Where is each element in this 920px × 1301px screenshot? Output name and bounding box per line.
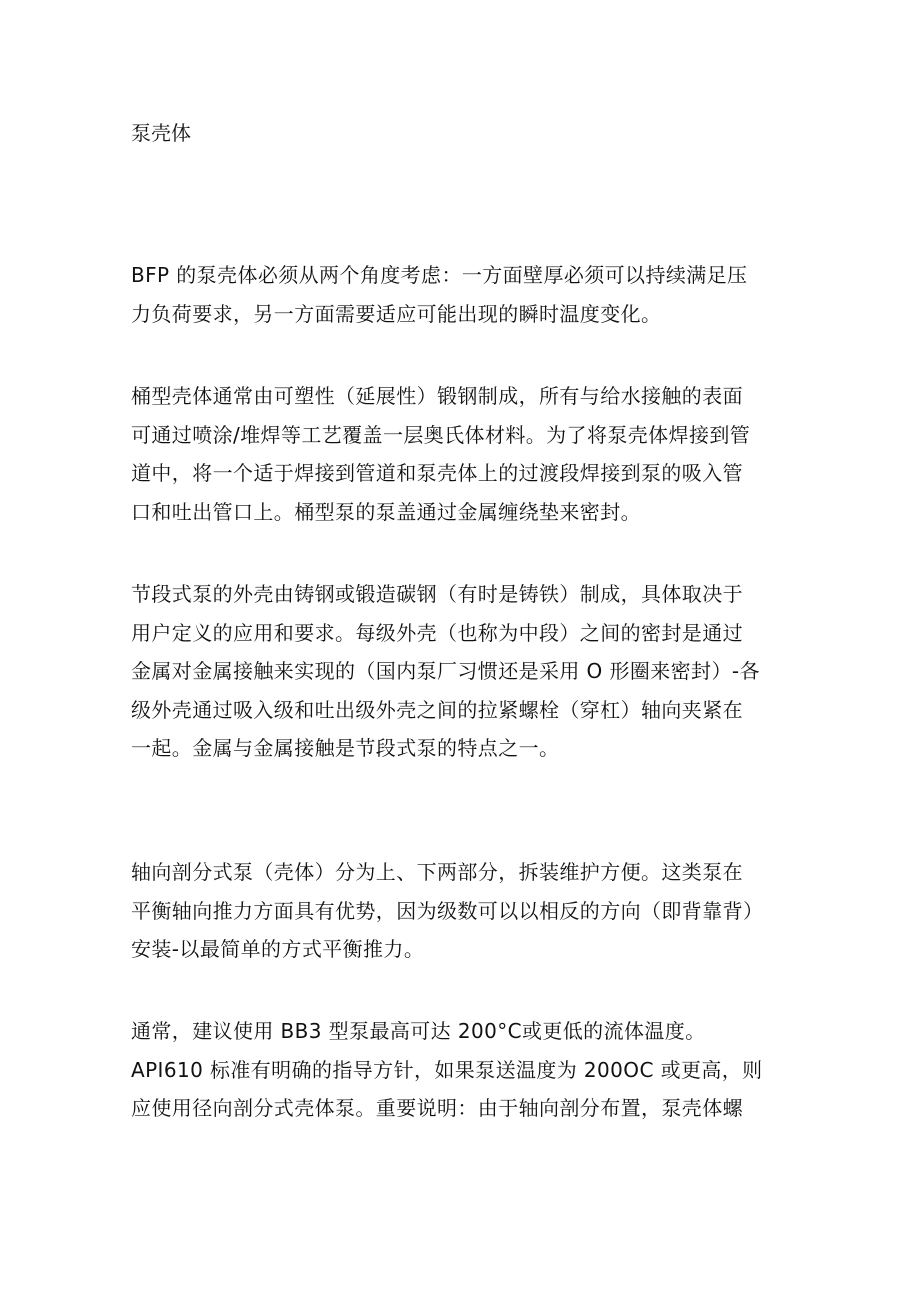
text-line: 力负荷要求，另一方面需要适应可能出现的瞬时温度变化。 [131,301,662,326]
text-line: BFP 的泵壳体必须从两个角度考虑：一方面壁厚必须可以持续满足压 [131,263,748,287]
text-line: 级外壳通过吸入级和吐出级外壳之间的拉紧螺栓（穿杠）轴向夹紧在 [131,697,743,722]
text-line: 桶型壳体通常由可塑性（延展性）锻钢制成，所有与给水接触的表面 [131,384,743,408]
text-line: 平衡轴向推力方面具有优势，因为级数可以以相反的方向（即背靠背） [131,898,764,923]
text-line: 道中，将一个适于焊接到管道和泵壳体上的过渡段焊接到泵的吸入管 [131,461,743,485]
text-line: 安装-以最简单的方式平衡推力。 [131,937,425,961]
text-line: API610 标准有明确的指导方针，如果泵送温度为 200OC 或更高，则 [131,1057,763,1082]
text-line: 通常，建议使用 BB3 型泵最高可达 200°C或更低的流体温度。 [131,1019,706,1043]
paragraph-temperature-guidance [131,1012,811,1128]
paragraph-bfp-casing [131,256,811,333]
paragraph-axial-split [131,853,811,969]
text-line: 用户定义的应用和要求。每级外壳（也称为中段）之间的密封是通过 [131,620,743,645]
paragraph-segmental-casing [131,575,811,768]
paragraph-barrel-casing [131,377,811,531]
text-line: 口和吐出管口上。桶型泵的泵盖通过金属缠绕垫来密封。 [131,499,641,524]
text-line: 金属对金属接触来实现的（国内泵厂习惯还是采用 O 形圈来密封）-各 [131,659,760,683]
text-line: 应使用径向剖分式壳体泵。重要说明：由于轴向剖分布置，泵壳体螺 [131,1096,743,1120]
text-line: 可通过喷涂/堆焊等工艺覆盖一层奥氏体材料。为了将泵壳体焊接到管 [131,422,751,447]
text-line: 轴向剖分式泵（壳体）分为上、下两部分，拆装维护方便。这类泵在 [131,860,743,884]
text-line: 节段式泵的外壳由铸钢或锻造碳钢（有时是铸铁）制成，具体取决于 [131,582,743,606]
document-title: 泵壳体 [131,121,191,145]
text-line: 一起。金属与金属接触是节段式泵的特点之一。 [131,736,560,760]
